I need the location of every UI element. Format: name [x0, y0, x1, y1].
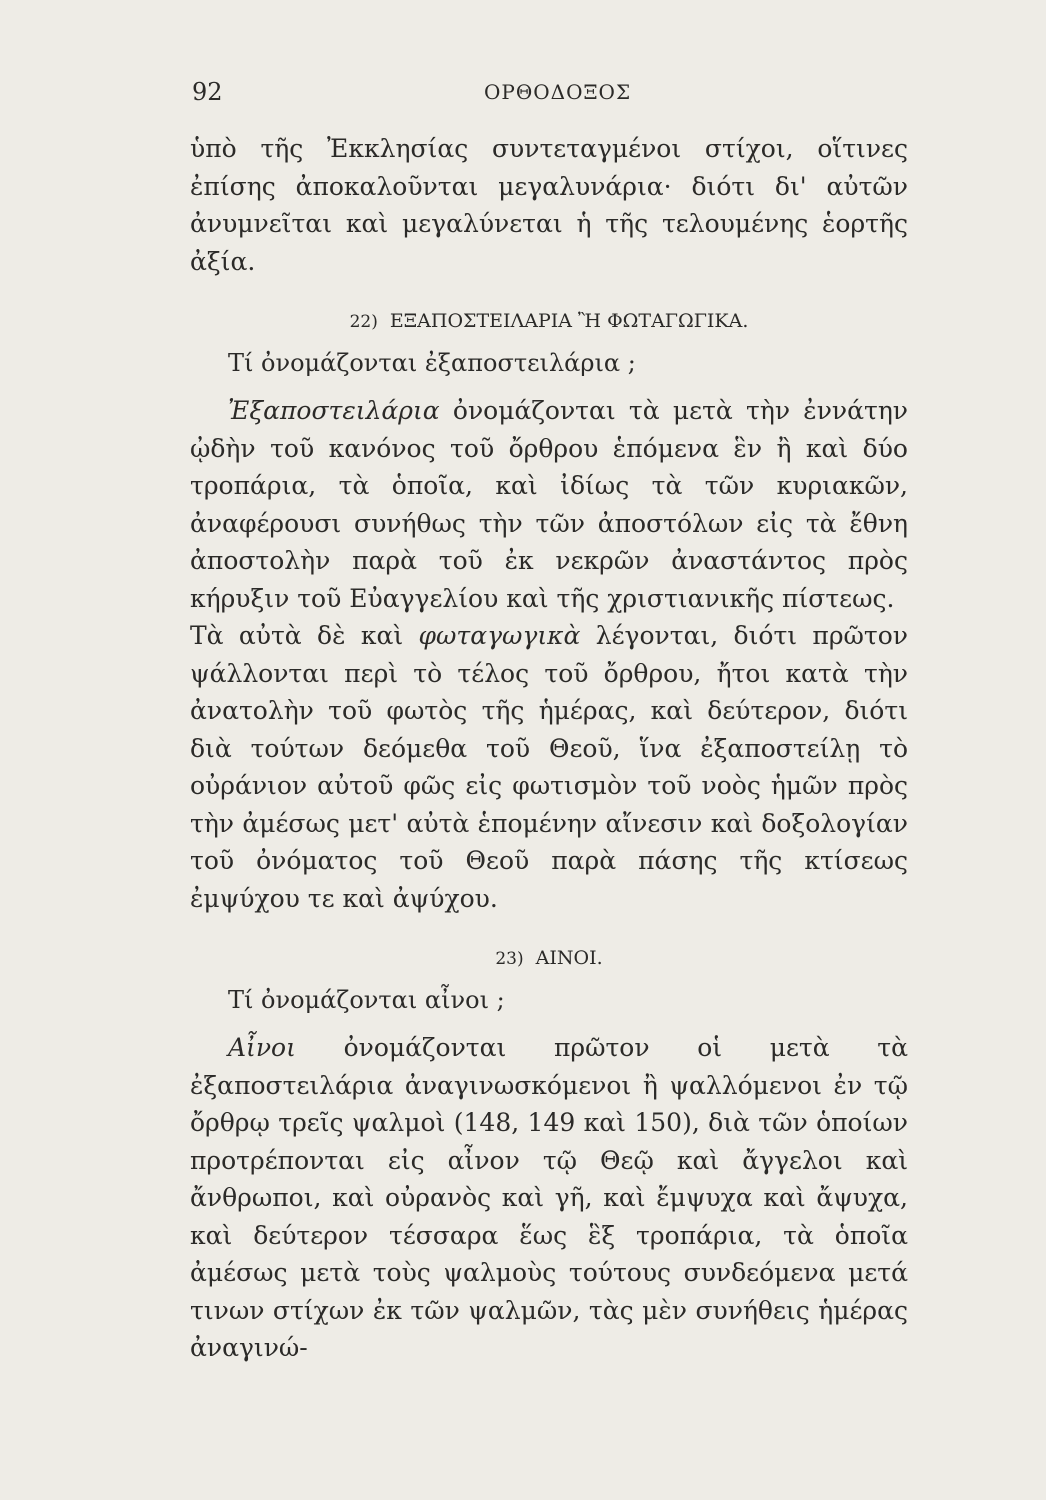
section-number: 23): [495, 949, 524, 969]
section-heading-23: [190, 947, 908, 969]
answer-term: φωταγωγικὰ: [418, 621, 581, 650]
answer-fotagogika: [190, 617, 908, 917]
answer-term: Ἐξαποστειλάρια: [228, 396, 440, 425]
answer-term: Αἶνοι: [228, 1033, 296, 1062]
answer-text: ὀνομάζονται πρῶτον οἱ μετὰ τὰ ἐξαποστειλάρια ἀναγινωσκόμενοι ἢ ψαλλόμενοι ἐν τῷ ὄρθρῳ τρεῖς ψαλμοὶ (148, 149 καὶ 150), διὰ τῶν ὁποίων προτρέπονται εἰς αἶνον τῷ Θεῷ καὶ ἄγγελοι καὶ ἄνθρωποι, καὶ οὐρανὸς καὶ γῆ, καὶ ἔμψυχα καὶ ἄψυχα, καὶ δεύτερον τέσσαρα ἕως ἓξ τροπάρια, τὰ ὁποῖα ἀμέσως μετὰ τοὺς ψαλμοὺς τούτους συνδεόμενα μετά τινων στίχων ἐκ τῶν ψαλμῶν, τὰς μὲν συνήθεις ἡμέρας ἀναγινώ-: [190, 1033, 908, 1362]
answer-text: ὀνομάζονται τὰ μετὰ τὴν ἐννάτην ᾠδὴν τοῦ κανόνος τοῦ ὄρθρου ἑπόμενα ἓν ἢ καὶ δύο τροπάρια, τὰ ὁποῖα, καὶ ἰδίως τὰ τῶν κυριακῶν, ἀναφέρουσι συνήθως τὴν τῶν ἀποστόλων εἰς τὰ ἔθνη ἀποστολὴν παρὰ τοῦ ἐκ νεκρῶν ἀναστάντος πρὸς κήρυξιν τοῦ Εὐαγγελίου καὶ τῆς χριστιανικῆς πίστεως.: [190, 396, 908, 613]
answer-ainoi: [190, 1029, 908, 1367]
running-title: ΟΡΘΟΔΟΞΟΣ: [484, 80, 632, 104]
answer-text: λέγονται, διότι πρῶτον ψάλλονται περὶ τὸ τέλος τοῦ ὄρθρου, ἤτοι κατὰ τὴν ἀνατολὴν τοῦ φωτὸς τῆς ἡμέρας, καὶ δεύτερον, διότι διὰ τούτων δεόμεθα τοῦ Θεοῦ, ἵνα ἐξαποστείλῃ τὸ οὐράνιον αὐτοῦ φῶς εἰς φωτισμὸν τοῦ νοὸς ἡμῶν πρὸς τὴν ἀμέσως μετ' αὐτὰ ἑπομένην αἴνεσιν καὶ δοξολογίαν τοῦ ὀνόματος τοῦ Θεοῦ παρὰ πάσης τῆς κτίσεως ἐμψύχου τε καὶ ἀψύχου.: [190, 621, 909, 913]
page-number: 92: [192, 78, 223, 106]
section-title: ΑΙΝΟΙ.: [535, 947, 603, 969]
section-heading-22: [190, 310, 908, 332]
question-ainoi: Τί ὀνομάζονται αἶνοι ;: [228, 986, 505, 1014]
question-exapostilaria: Τί ὀνομάζονται ἐξαποστειλάρια ;: [228, 349, 636, 377]
answer-text: Τὰ αὐτὰ δὲ καὶ: [190, 621, 419, 650]
section-title: ΕΞΑΠΟΣΤΕΙΛΑΡΙΑ Ἢ ΦΩΤΑΓΩΓΙΚΑ.: [389, 310, 749, 332]
page-body: [190, 130, 908, 1367]
page-header: [0, 72, 1046, 112]
section-number: 22): [349, 312, 378, 332]
answer-exapostilaria: [190, 392, 908, 617]
intro-paragraph: ὑπὸ τῆς Ἐκκλησίας συντεταγμένοι στίχοι, οἵτινες ἐπίσης ἀποκαλοῦνται μεγαλυνάρια· διότι δι' αὐτῶν ἀνυμνεῖται καὶ μεγαλύνεται ἡ τῆς τελουμένης ἑορτῆς ἀξία.: [190, 134, 908, 276]
